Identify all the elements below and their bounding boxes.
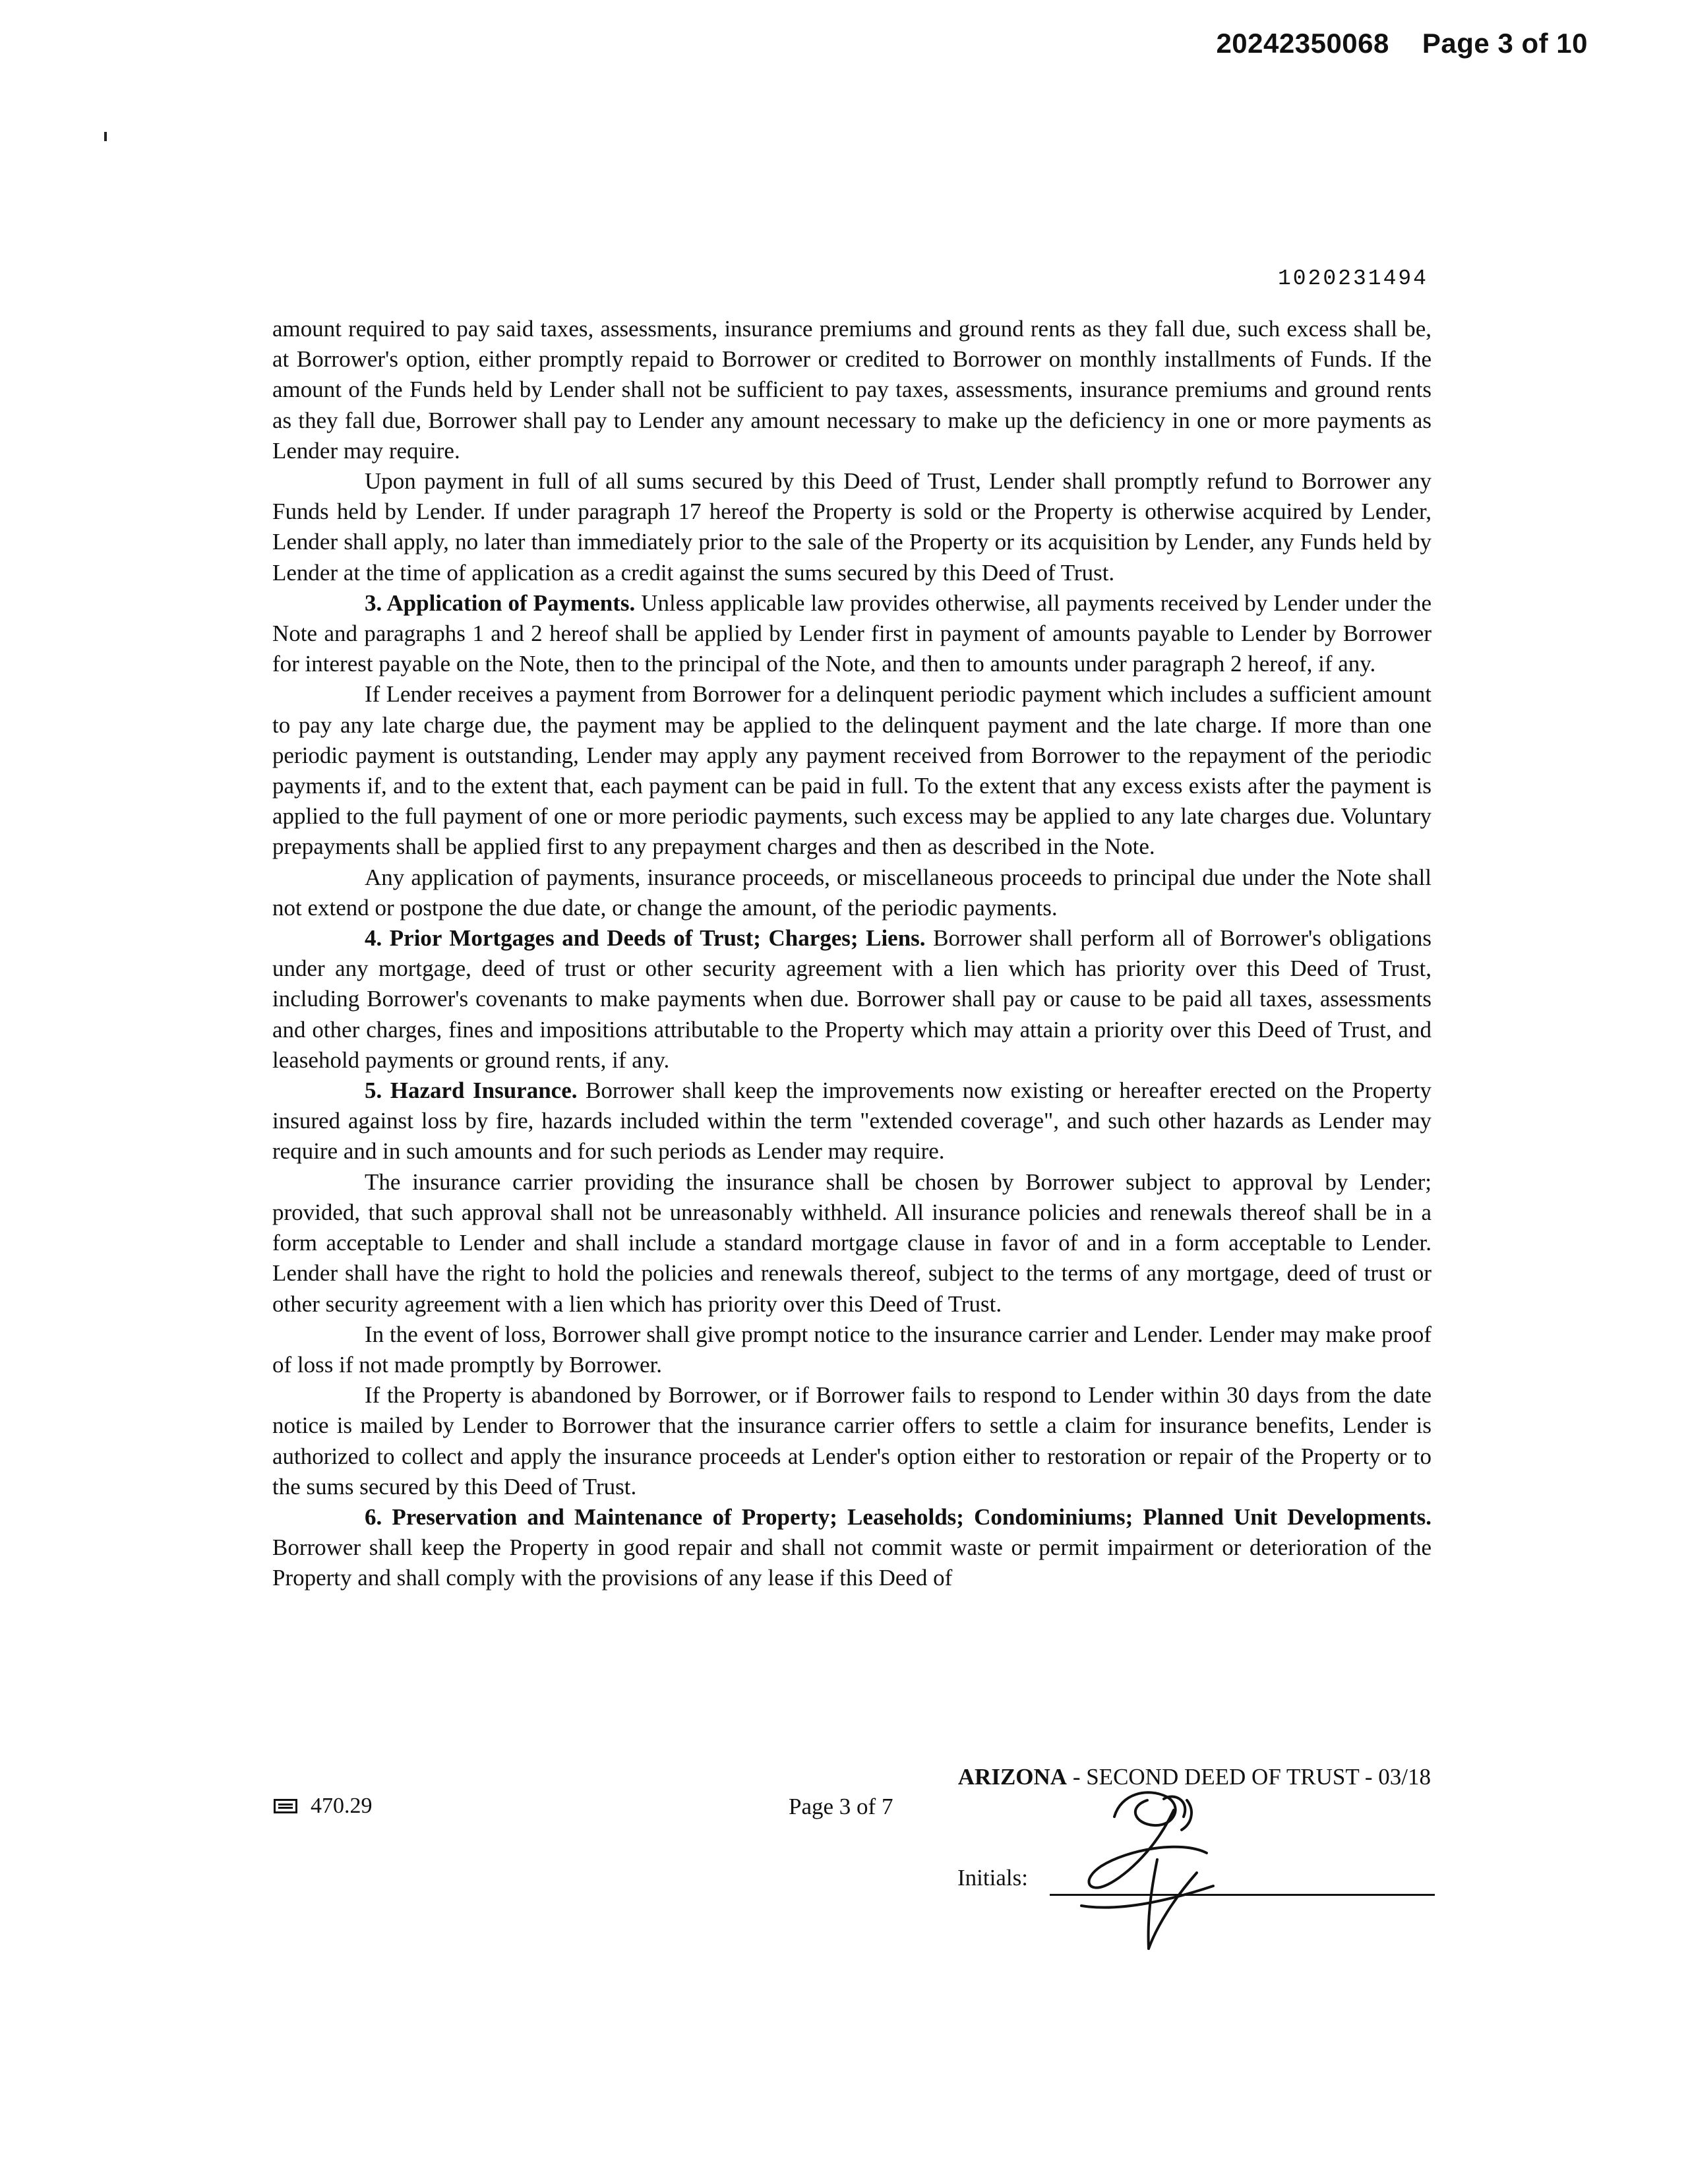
paragraph-application-proceeds: Any application of payments, insurance proceeds, or miscellaneous proceeds to principal due under the Note shall not extend or postpone the due date, or change the amount, of the periodic payments.	[272, 864, 1432, 921]
form-logo-icon	[274, 1799, 297, 1813]
loan-number: 1020231494	[1277, 266, 1428, 291]
section-6-text: Borrower shall keep the Property in good repair and shall not commit waste or permit impairment or deterioration of the Property and shall comply with the provisions of any lease if this Deed of	[272, 1534, 1432, 1591]
section-5	[272, 1076, 1432, 1167]
section-6	[272, 1502, 1432, 1594]
form-code-block	[274, 1794, 373, 1819]
paragraph-event-of-loss: In the event of loss, Borrower shall give prompt notice to the insurance carrier and Lender. Lender may make proof of loss if not made promptly by Borrower.	[272, 1321, 1432, 1378]
paragraph-refund: Upon payment in full of all sums secured by this Deed of Trust, Lender shall promptly refund to Borrower any Funds held by Lender. If under paragraph 17 hereof the Property is sold or the Property is otherwise acquired by Lender, Lender shall apply, no later than immediately prior to the sale of the Property or its acquisition by Lender, any Funds held by Lender at the time of application as a credit against the sums secured by this Deed of Trust.	[272, 468, 1432, 586]
form-page-number: Page 3 of 7	[789, 1794, 893, 1819]
section-5-heading: 5. Hazard Insurance.	[365, 1077, 578, 1104]
paragraph-continuation: amount required to pay said taxes, assessments, insurance premiums and ground rents as they fall due, such excess shall be, at Borrower's option, either promptly repaid to Borrower or credited to Borrower on monthly installments of Funds. If the amount of the Funds held by Lender shall not be sufficient to pay taxes, assessments, insurance premiums and ground rents as they fall due, Borrower shall pay to Lender any amount necessary to make up the deficiency in one or more payments as Lender may require.	[272, 316, 1432, 464]
paragraph-abandoned-property: If the Property is abandoned by Borrower, or if Borrower fails to respond to Lender within 30 days from the date notice is mailed by Lender to Borrower that the insurance carrier offers to settle a claim for insurance benefits, Lender is authorized to collect and apply the insurance proceeds at Lender's option either to restoration or repair of the Property or to the sums secured by this Deed of Trust.	[272, 1382, 1432, 1500]
initials-signature	[1042, 1780, 1253, 1958]
paragraph-insurance-carrier: The insurance carrier providing the insurance shall be chosen by Borrower subject to approval by Lender; provided, that such approval shall not be unreasonably withheld. All insurance policies and renewals thereof shall be in a form acceptable to Lender and shall include a standard mortgage clause in favor of and in a form acceptable to Lender. Lender shall have the right to hold the policies and renewals thereof, subject to the terms of any mortgage, deed of trust or other security agreement with a lien which has priority over this Deed of Trust.	[272, 1168, 1432, 1317]
section-3-text: Unless applicable law provides otherwise, all payments received by Lender under the Note and paragraphs 1 and 2 hereof shall be applied by Lender first in payment of amounts payable to Lender by Borrower for interest payable on the Note, then to the principal of the Note, and then to amounts under paragraph 2 hereof, if any.	[272, 590, 1432, 677]
initials-label: Initials:	[957, 1865, 1028, 1891]
form-title-rest: - SECOND DEED OF TRUST - 03/18	[1067, 1764, 1431, 1790]
recording-number: 20242350068	[1216, 28, 1389, 59]
scan-mark	[104, 132, 107, 141]
section-4	[272, 923, 1432, 1076]
form-code: 470.29	[311, 1794, 373, 1818]
paragraph-delinquent-payment: If Lender receives a payment from Borrower for a delinquent periodic payment which includes a sufficient amount to pay any late charge due, the payment may be applied to the delinquent payment and the late charge. If more than one periodic payment is outstanding, Lender may apply any payment received from Borrower to the repayment of the periodic payments if, and to the extent that, each payment can be paid in full. To the extent that any excess exists after the payment is applied to the full payment of one or more periodic payments, such excess may be applied to any late charges due. Voluntary prepayments shall be applied first to any prepayment charges and then as described in the Note.	[272, 681, 1432, 860]
section-3	[272, 588, 1432, 680]
section-3-heading: 3. Application of Payments.	[365, 590, 636, 616]
document-body	[272, 314, 1432, 1594]
section-4-text: Borrower shall perform all of Borrower's obligations under any mortgage, deed of trust or other security agreement with a lien which has priority over this Deed of Trust, including Borrower's covenants to make payments when due. Borrower shall pay or cause to be paid all taxes, assessments and other charges, fines and impositions attributable to the Property which may attain a priority over this Deed of Trust, and leasehold payments or ground rents, if any.	[272, 925, 1432, 1073]
recording-header	[1216, 28, 1588, 59]
section-6-heading: 6. Preservation and Maintenance of Property; Leaseholds; Condominiums; Planned Unit Developments.	[365, 1503, 1432, 1530]
section-4-heading: 4. Prior Mortgages and Deeds of Trust; Charges; Liens.	[365, 925, 926, 952]
form-state: ARIZONA	[957, 1764, 1068, 1790]
recording-page: Page 3 of 10	[1422, 28, 1588, 59]
section-5-text: Borrower shall keep the improvements now existing or hereafter erected on the Property insured against loss by fire, hazards included within the term "extended coverage", and such other hazards as Lender may require and in such amounts and for such periods as Lender may require.	[272, 1077, 1432, 1165]
